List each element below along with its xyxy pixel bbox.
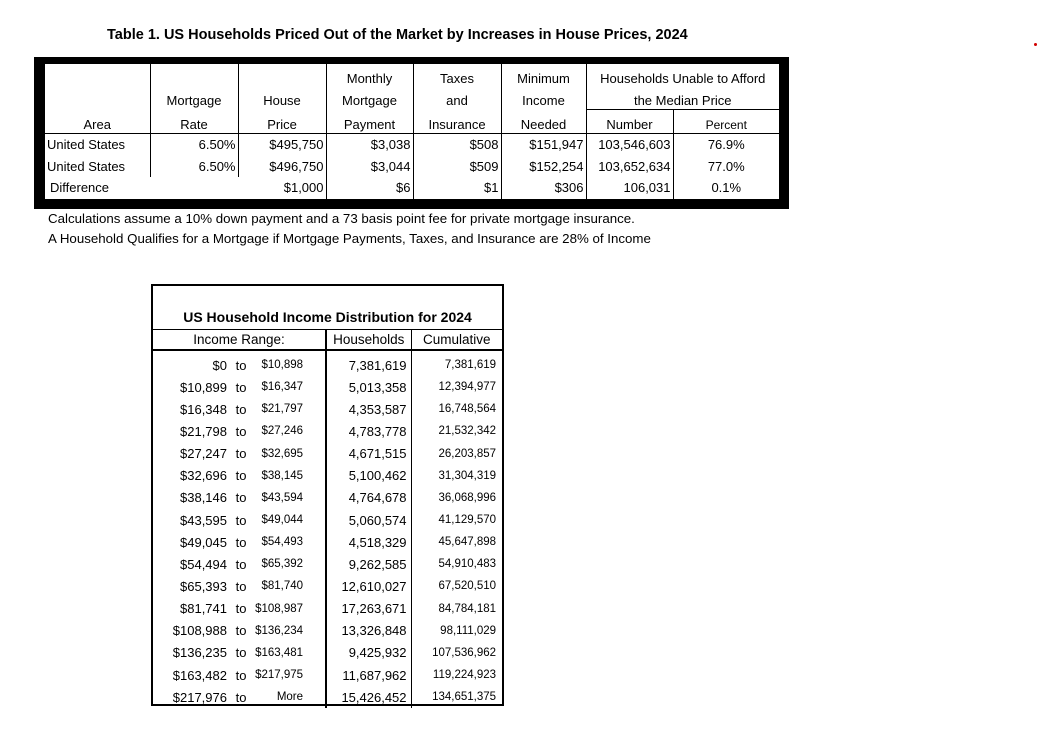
- header-income-line2: Income: [501, 87, 586, 110]
- cell-high: $38,145: [261, 469, 304, 482]
- cell-low: $16,348: [180, 401, 227, 417]
- cell-to: to: [235, 423, 247, 439]
- cell-cumulative: 41,129,570: [411, 509, 502, 531]
- cell-high: $108,987: [255, 602, 304, 615]
- cell-households: 5,100,462: [326, 465, 411, 487]
- header-rate-line1: Mortgage: [150, 87, 238, 110]
- note-qualification: A Household Qualifies for a Mortgage if Mortgage Payments, Taxes, and Insurance are 28% of Income: [48, 231, 651, 246]
- cell-cumulative: 7,381,619: [411, 350, 502, 376]
- households-priced-out-table: [45, 64, 779, 199]
- cell-low: $10,899: [180, 379, 227, 395]
- header-payment-line3: Payment: [326, 109, 413, 133]
- header-percent: Percent: [673, 109, 779, 133]
- table-row: [153, 509, 502, 531]
- cell-to: to: [235, 401, 247, 417]
- table-row: [153, 531, 502, 553]
- cell-high: $10,898: [261, 359, 304, 372]
- cell-high: $49,044: [261, 514, 304, 527]
- cell-low: $163,482: [172, 667, 227, 683]
- cell-low: $136,235: [172, 645, 227, 661]
- table1-body: [45, 64, 779, 199]
- cell-cumulative: 119,224,923: [411, 664, 502, 686]
- cell-cumulative: 21,532,342: [411, 420, 502, 442]
- cell-cumulative: 45,647,898: [411, 531, 502, 553]
- cell-high: $43,594: [261, 491, 304, 504]
- header-taxes-line1: Taxes: [413, 64, 501, 87]
- income-distribution-box: [151, 284, 504, 706]
- cell-to: to: [235, 490, 247, 506]
- cell-low: $54,494: [180, 556, 227, 572]
- cell-cumulative: 26,203,857: [411, 443, 502, 465]
- cell-high: $136,234: [255, 624, 304, 637]
- table-row: [153, 686, 502, 708]
- cell-cumulative: 107,536,962: [411, 642, 502, 664]
- table-row: [153, 376, 502, 398]
- table-row: [153, 487, 502, 509]
- cell-to: to: [235, 645, 247, 661]
- cell-households: 13,326,848: [326, 620, 411, 642]
- header-payment-line2: Mortgage: [326, 87, 413, 110]
- cell-cumulative: 98,111,029: [411, 620, 502, 642]
- header-income-line3: Needed: [501, 109, 586, 133]
- cell-households: 4,671,515: [326, 443, 411, 465]
- cell-low: $81,741: [180, 601, 227, 617]
- cell-to: to: [235, 689, 247, 705]
- table-row: [153, 642, 502, 664]
- header-price-line1: House: [238, 87, 326, 110]
- header-cumulative: Cumulative: [411, 330, 502, 351]
- table2-body: [153, 350, 502, 708]
- header-income-range: Income Range:: [153, 330, 326, 351]
- table-row: United States 6.50% $496,750 $3,044 $509 $152,254 103,652,634 77.0%: [45, 156, 779, 178]
- table-row: [153, 350, 502, 376]
- header-taxes-line2: and: [413, 87, 501, 110]
- cell-households: 4,353,587: [326, 398, 411, 420]
- income-distribution-table: [153, 329, 502, 708]
- cell-low: $21,798: [180, 423, 227, 439]
- cell-cumulative: 36,068,996: [411, 487, 502, 509]
- cell-to: to: [235, 667, 247, 683]
- cell-to: to: [235, 623, 247, 639]
- header-payment-line1: Monthly: [326, 64, 413, 87]
- cell-high: $65,392: [261, 558, 304, 571]
- cell-households: 12,610,027: [326, 575, 411, 597]
- cell-cumulative: 67,520,510: [411, 575, 502, 597]
- cell-cumulative: 31,304,319: [411, 465, 502, 487]
- cell-low: $27,247: [180, 446, 227, 462]
- header-area: Area: [83, 117, 111, 133]
- table-row: [153, 553, 502, 575]
- header-households: Households: [326, 330, 411, 351]
- table-row: [153, 620, 502, 642]
- cell-low: $49,045: [180, 534, 227, 550]
- cell-to: to: [235, 578, 247, 594]
- table-row-difference: Difference $1,000 $6 $1 $306 106,031 0.1%: [45, 177, 779, 199]
- cell-high: $163,481: [255, 646, 304, 659]
- cell-households: 5,013,358: [326, 376, 411, 398]
- cell-households: 4,518,329: [326, 531, 411, 553]
- table2-header-row: [153, 330, 502, 351]
- table-row: [153, 598, 502, 620]
- header-number: Number: [586, 109, 673, 133]
- cell-high: $32,695: [261, 447, 304, 460]
- cell-high: $16,347: [261, 381, 304, 394]
- cell-to: to: [235, 601, 247, 617]
- cell-high: $54,493: [261, 536, 304, 549]
- header-taxes-line3: Insurance: [413, 109, 501, 133]
- header-unable-line1: Households Unable to Afford: [586, 64, 779, 87]
- red-dot-mark: [1034, 43, 1037, 46]
- header-unable-line2: the Median Price: [586, 87, 779, 110]
- cell-to: to: [235, 379, 247, 395]
- cell-to: to: [235, 556, 247, 572]
- table-row: [153, 398, 502, 420]
- cell-high: $27,246: [261, 425, 304, 438]
- table-row: [153, 664, 502, 686]
- header-income-line1: Minimum: [501, 64, 586, 87]
- cell-low: $217,976: [172, 689, 227, 705]
- cell-households: 9,425,932: [326, 642, 411, 664]
- cell-low: $38,146: [180, 490, 227, 506]
- cell-households: 11,687,962: [326, 664, 411, 686]
- cell-to: to: [235, 357, 247, 373]
- cell-cumulative: 12,394,977: [411, 376, 502, 398]
- table-row: [153, 465, 502, 487]
- cell-high: $21,797: [261, 403, 304, 416]
- table1-title: Table 1. US Households Priced Out of the Market by Increases in House Prices, 2024: [107, 27, 688, 43]
- cell-households: 9,262,585: [326, 553, 411, 575]
- cell-to: to: [235, 534, 247, 550]
- table-row: [153, 575, 502, 597]
- table-row: [153, 420, 502, 442]
- cell-high: $217,975: [255, 669, 304, 682]
- cell-low: $65,393: [180, 578, 227, 594]
- cell-households: 15,426,452: [326, 686, 411, 708]
- table1-frame: [34, 57, 789, 209]
- cell-low: $43,595: [180, 512, 227, 528]
- cell-cumulative: 84,784,181: [411, 598, 502, 620]
- note-down-payment: Calculations assume a 10% down payment and a 73 basis point fee for private mortgage insurance.: [48, 211, 635, 226]
- cell-households: 4,783,778: [326, 420, 411, 442]
- cell-high: $81,740: [261, 580, 304, 593]
- cell-high: More: [276, 691, 304, 704]
- table2-title: US Household Income Distribution for 2024: [183, 309, 472, 325]
- cell-households: 17,263,671: [326, 598, 411, 620]
- table-row: [153, 443, 502, 465]
- cell-to: to: [235, 446, 247, 462]
- cell-low: $108,988: [172, 623, 227, 639]
- cell-cumulative: 16,748,564: [411, 398, 502, 420]
- cell-households: 7,381,619: [326, 350, 411, 376]
- cell-low: $32,696: [180, 468, 227, 484]
- cell-cumulative: 134,651,375: [411, 686, 502, 708]
- header-rate-line2: Rate: [150, 109, 238, 133]
- header-price-line2: Price: [238, 109, 326, 133]
- cell-to: to: [235, 512, 247, 528]
- table-row: United States 6.50% $495,750 $3,038 $508 $151,947 103,546,603 76.9%: [45, 134, 779, 156]
- cell-households: 4,764,678: [326, 487, 411, 509]
- cell-households: 5,060,574: [326, 509, 411, 531]
- cell-to: to: [235, 468, 247, 484]
- cell-cumulative: 54,910,483: [411, 553, 502, 575]
- cell-low: $0: [212, 357, 227, 373]
